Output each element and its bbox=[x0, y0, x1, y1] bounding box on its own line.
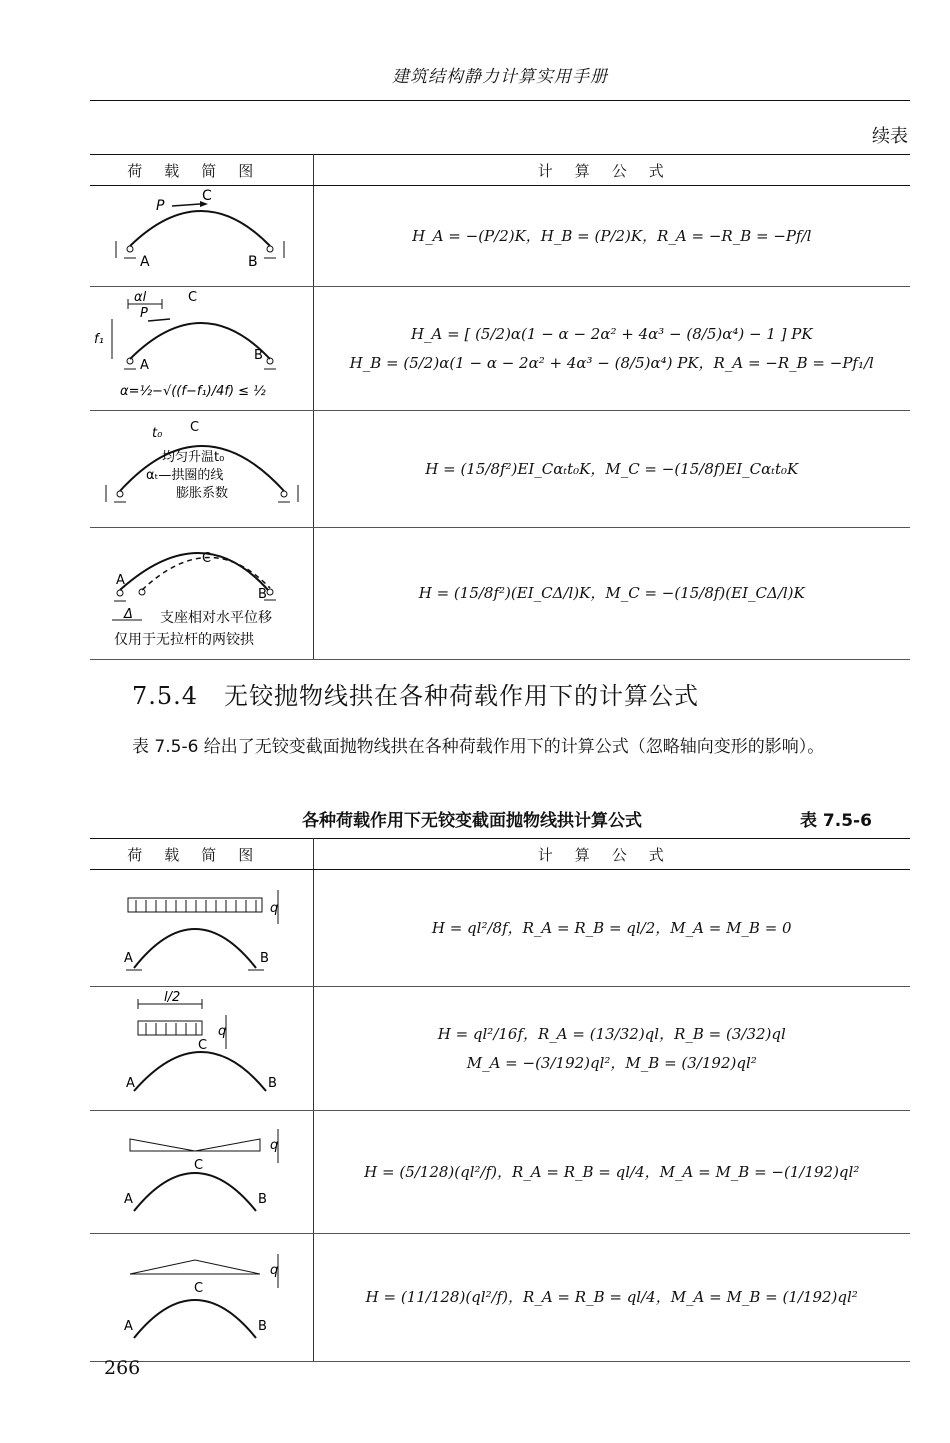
arch-diagram-horizontal-load bbox=[90, 186, 313, 282]
label-b: B bbox=[260, 951, 269, 966]
arch-diagram-half-span-load bbox=[90, 987, 313, 1106]
section-paragraph: 表 7.5-6 给出了无铰变截面抛物线拱在各种荷载作用下的计算公式（忽略轴向变形的影响）。 bbox=[132, 737, 825, 757]
label-b: B bbox=[268, 1076, 277, 1091]
label-c: C bbox=[198, 1038, 208, 1053]
formula-cell bbox=[313, 1111, 910, 1234]
label-b: B bbox=[254, 348, 263, 363]
arch-diagram-triangular-center-load bbox=[90, 1234, 313, 1357]
arch-diagram-triangular-end-load bbox=[90, 1111, 313, 1229]
table-row bbox=[90, 411, 910, 528]
label-a: A bbox=[140, 254, 150, 270]
formula-line: M_A = −(3/192)ql²，M_B = (3/192)ql² bbox=[466, 1053, 757, 1072]
label-coefficient: αₜ—拱圈的线 bbox=[146, 468, 224, 483]
continued-label: 续表 bbox=[872, 126, 908, 147]
label-f1: f₁ bbox=[94, 332, 104, 347]
label-c: C bbox=[194, 1281, 204, 1296]
label-c: C bbox=[202, 551, 212, 566]
column-header-diagram: 荷载简图 bbox=[90, 839, 313, 870]
formula-line: H = (15/8f²)(EI_CΔ/l)K，M_C = −(15/8f)(EI_CΔ/l)K bbox=[418, 584, 805, 603]
table-row bbox=[90, 987, 910, 1111]
formula-line: H_A = −(P/2)K，H_B = (P/2)K，R_A = −R_B = −Pf/l bbox=[412, 226, 812, 245]
continued-formula-table bbox=[90, 154, 910, 660]
table-row bbox=[90, 186, 910, 287]
table-row bbox=[90, 1234, 910, 1362]
label-a: A bbox=[124, 1319, 133, 1334]
label-c: C bbox=[194, 1158, 204, 1173]
label-q: q bbox=[218, 1024, 227, 1039]
label-uniform-temp: 均匀升温t₀ bbox=[162, 450, 225, 465]
table-row bbox=[90, 287, 910, 411]
fixed-arch-formula-table bbox=[90, 838, 910, 1362]
formula-line: H = (15/8f²)EI_Cαₜt₀K，M_C = −(15/8f)EI_Cαₜt₀K bbox=[425, 459, 799, 478]
table-row bbox=[90, 870, 910, 987]
column-header-formula: 计算公式 bbox=[313, 155, 910, 186]
arch-diagram-temperature bbox=[90, 411, 313, 523]
label-a: A bbox=[124, 951, 133, 966]
label-p: P bbox=[140, 306, 148, 321]
label-q: q bbox=[270, 1138, 279, 1153]
label-t0: t₀ bbox=[152, 426, 163, 441]
label-b: B bbox=[258, 1192, 267, 1207]
formula-line: H = ql²/8f，R_A = R_B = ql/2，M_A = M_B = 0 bbox=[431, 918, 792, 937]
formula-line: H = (11/128)(ql²/f)，R_A = R_B = ql/4，M_A = M_B = (1/192)ql² bbox=[365, 1288, 858, 1307]
arch-diagram-inclined-load bbox=[90, 287, 313, 406]
label-expansion: 膨胀系数 bbox=[176, 486, 229, 501]
formula-cell bbox=[313, 870, 910, 987]
label-c: C bbox=[190, 420, 200, 435]
formula-cell bbox=[313, 1234, 910, 1362]
formula-line: H = ql²/16f，R_A = (13/32)ql，R_B = (3/32)ql bbox=[437, 1025, 786, 1043]
table-row bbox=[90, 1111, 910, 1234]
arch-diagram-support-displacement bbox=[90, 528, 313, 655]
label-alpha-l: αl bbox=[134, 290, 147, 305]
formula-cell bbox=[313, 411, 910, 528]
arch-diagram-uniform-load bbox=[90, 870, 313, 982]
label-a: A bbox=[126, 1076, 135, 1091]
label-c: C bbox=[202, 188, 212, 204]
formula-cell bbox=[313, 287, 910, 411]
label-a: A bbox=[116, 573, 125, 588]
formula-cell bbox=[313, 528, 910, 660]
label-b: B bbox=[258, 587, 267, 602]
formula-cell bbox=[313, 186, 910, 287]
label-b: B bbox=[248, 254, 258, 270]
formula-line: H_A = [ (5/2)α(1 − α − 2α² + 4α³ − (8/5)α⁴) − 1 ] PK bbox=[410, 325, 813, 343]
table-caption: 各种荷载作用下无铰变截面抛物线拱计算公式 bbox=[302, 811, 642, 831]
page-number: 266 bbox=[104, 1357, 141, 1379]
label-p: P bbox=[156, 198, 165, 214]
label-half-span: l/2 bbox=[164, 990, 181, 1005]
section-title: 无铰抛物线拱在各种荷载作用下的计算公式 bbox=[223, 682, 699, 710]
label-c: C bbox=[188, 290, 198, 305]
label-a: A bbox=[124, 1192, 133, 1207]
formula-line: H = (5/128)(ql²/f)，R_A = R_B = ql/4，M_A = M_B = −(1/192)ql² bbox=[364, 1162, 860, 1181]
label-delta: Δ bbox=[124, 607, 133, 622]
section-heading bbox=[132, 676, 699, 711]
label-support-displacement: 支座相对水平位移 bbox=[160, 610, 272, 626]
formula-cell bbox=[313, 987, 910, 1111]
table-number: 表 7.5-6 bbox=[800, 811, 872, 831]
label-q: q bbox=[270, 901, 279, 916]
label-applicability: 仅用于无拉杆的两铰拱 bbox=[114, 632, 254, 648]
column-header-diagram: 荷载简图 bbox=[90, 155, 313, 186]
label-b: B bbox=[258, 1319, 267, 1334]
section-number: 7.5.4 bbox=[132, 682, 199, 710]
label-q: q bbox=[270, 1263, 279, 1278]
column-header-formula: 计算公式 bbox=[313, 839, 910, 870]
table-row bbox=[90, 528, 910, 660]
header-rule bbox=[90, 100, 910, 101]
label-a: A bbox=[140, 358, 149, 373]
running-header: 建筑结构静力计算实用手册 bbox=[392, 67, 608, 87]
label-alpha-formula: α=½−√((f−f₁)/4f) ≤ ½ bbox=[120, 384, 266, 399]
formula-line: H_B = (5/2)α(1 − α − 2α² + 4α³ − (8/5)α⁴) PK，R_A = −R_B = −Pf₁/l bbox=[349, 353, 874, 372]
